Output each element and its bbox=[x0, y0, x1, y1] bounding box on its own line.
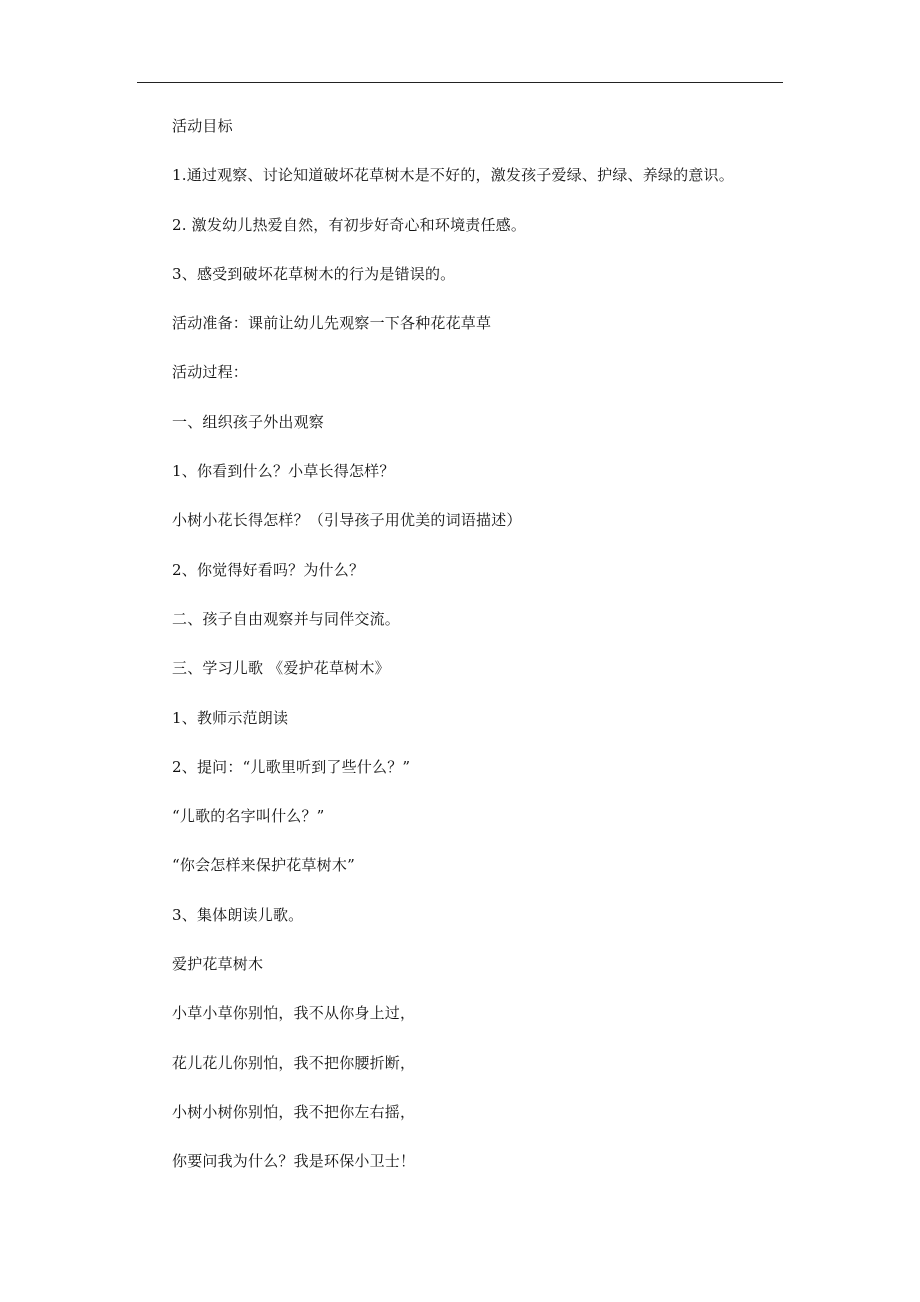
teacher-question-3: “你会怎样来保护花草树木” bbox=[172, 856, 355, 875]
goal-item-3: 3、感受到破坏花草树木的行为是错误的。 bbox=[172, 264, 456, 283]
poem-title: 爱护花草树木 bbox=[172, 955, 264, 974]
group-reading: 3、集体朗读儿歌。 bbox=[172, 905, 304, 924]
teacher-demo-reading: 1、教师示范朗读 bbox=[172, 708, 289, 727]
heading-activity-goals: 活动目标 bbox=[172, 117, 233, 135]
heading-activity-process: 活动过程： bbox=[172, 363, 249, 382]
teacher-question-1: 2、提问：“儿歌里听到了些什么？” bbox=[172, 757, 411, 776]
process-question-1-continued: 小树小花长得怎样？（引导孩子用优美的词语描述） bbox=[172, 511, 522, 530]
goal-item-1: 1.通过观察、讨论知道破坏花草树木是不好的，激发孩子爱绿、护绿、养绿的意识。 bbox=[172, 166, 734, 185]
poem-line-3: 小树小树你别怕，我不把你左右摇， bbox=[172, 1102, 416, 1121]
process-section-2: 二、孩子自由观察并与同伴交流。 bbox=[172, 609, 401, 628]
poem-line-4: 你要问我为什么？我是环保小卫士！ bbox=[172, 1152, 416, 1171]
header-rule bbox=[137, 82, 783, 83]
goal-item-2: 2. 激发幼儿热爱自然，有初步好奇心和环境责任感。 bbox=[172, 215, 527, 234]
poem-line-1: 小草小草你别怕，我不从你身上过， bbox=[172, 1004, 416, 1023]
process-section-1: 一、组织孩子外出观察 bbox=[172, 412, 325, 431]
process-question-1: 1、你看到什么？小草长得怎样？ bbox=[172, 462, 395, 481]
activity-preparation: 活动准备：课前让幼儿先观察一下各种花花草草 bbox=[172, 314, 492, 333]
teacher-question-2: “儿歌的名字叫什么？” bbox=[172, 807, 325, 826]
poem-line-2: 花儿花儿你别怕，我不把你腰折断， bbox=[172, 1053, 416, 1072]
document-body bbox=[172, 116, 792, 1201]
process-section-3: 三、学习儿歌 《爱护花草树木》 bbox=[172, 659, 390, 678]
process-question-2: 2、你觉得好看吗？为什么？ bbox=[172, 560, 365, 579]
